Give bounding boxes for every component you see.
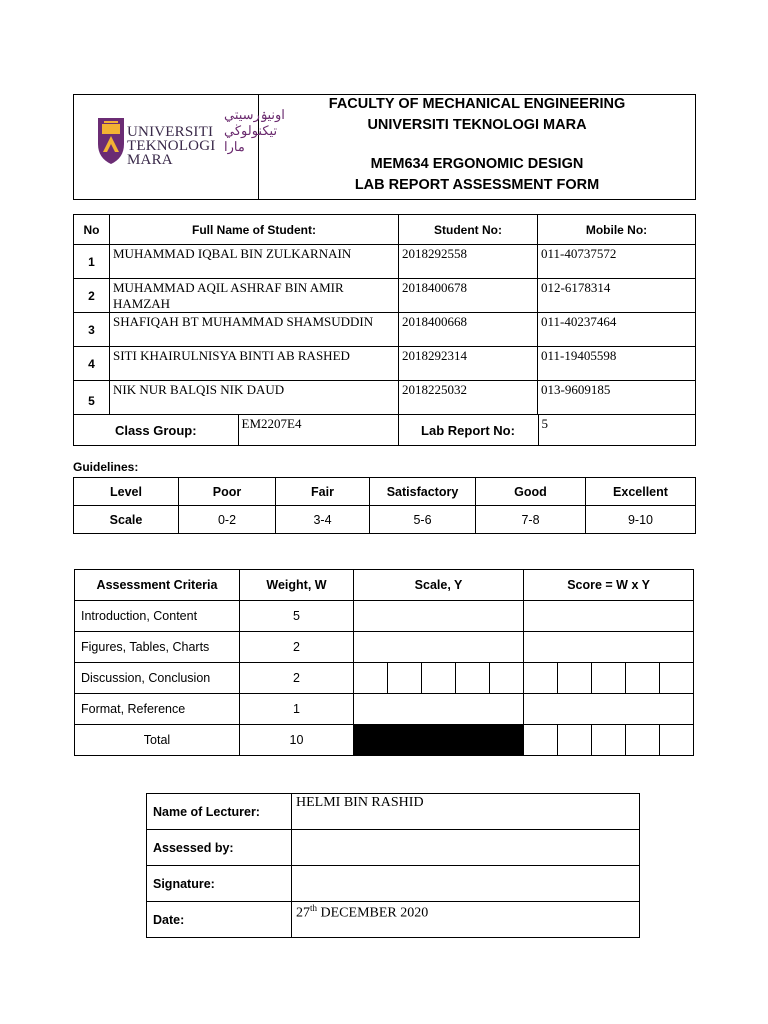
scale-cell[interactable]: [388, 663, 422, 694]
date-label: Date:: [147, 902, 292, 938]
mobile-number: 013-9609185: [538, 381, 696, 415]
header-scale: Scale, Y: [354, 570, 524, 601]
total-label: Total: [75, 725, 240, 756]
table-row: 3 SHAFIQAH BT MUHAMMAD SHAMSUDDIN 2018400668 011-40237464: [74, 313, 696, 347]
total-weight: 10: [240, 725, 354, 756]
class-group-value: EM2207E4: [238, 415, 398, 445]
student-number: 2018225032: [399, 381, 538, 415]
total-score-cell[interactable]: [626, 725, 660, 756]
header-score: Score = W x Y: [524, 570, 694, 601]
scale-satisfactory: 5-6: [370, 506, 476, 534]
student-number: 2018292558: [399, 245, 538, 279]
student-name: MUHAMMAD IQBAL BIN ZULKARNAIN: [110, 245, 399, 279]
level-fair: Fair: [276, 478, 370, 506]
weight-value: 2: [240, 663, 354, 694]
weight-value: 5: [240, 601, 354, 632]
header-no: No: [74, 215, 110, 245]
assessed-by-label: Assessed by:: [147, 830, 292, 866]
lecturer-name-label: Name of Lecturer:: [147, 794, 292, 830]
level-excellent: Excellent: [586, 478, 696, 506]
total-row: [75, 725, 694, 756]
date-value[interactable]: 27th DECEMBER 2020: [292, 902, 640, 938]
table-row: [75, 601, 694, 632]
student-number: 2018292314: [399, 347, 538, 381]
scale-good: 7-8: [476, 506, 586, 534]
title-cell: [259, 95, 696, 200]
student-number: 2018400678: [399, 279, 538, 313]
lab-report-value: 5: [541, 416, 548, 431]
header-weight: Weight, W: [240, 570, 354, 601]
scale-input[interactable]: [354, 694, 524, 725]
mobile-number: 011-40737572: [538, 245, 696, 279]
table-row: 4 SITI KHAIRULNISYA BINTI AB RASHED 2018292314 011-19405598: [74, 347, 696, 381]
guidelines-table: [73, 477, 696, 534]
criteria-label: Figures, Tables, Charts: [75, 632, 240, 663]
score-cell[interactable]: [626, 663, 660, 694]
assessed-by-field[interactable]: [292, 830, 640, 866]
table-row: [75, 663, 694, 694]
table-row: 1 MUHAMMAD IQBAL BIN ZULKARNAIN 2018292558 011-40737572: [74, 245, 696, 279]
scale-fair: 3-4: [276, 506, 370, 534]
weight-value: 1: [240, 694, 354, 725]
score-input[interactable]: [524, 632, 694, 663]
header-student-no: Student No:: [399, 215, 538, 245]
scale-cell[interactable]: [490, 663, 524, 694]
student-name: SHAFIQAH BT MUHAMMAD SHAMSUDDIN: [110, 313, 399, 347]
university-title: UNIVERSITI TEKNOLOGI MARA: [367, 117, 587, 133]
score-input[interactable]: [524, 601, 694, 632]
student-name: SITI KHAIRULNISYA BINTI AB RASHED: [110, 347, 399, 381]
score-cell[interactable]: [660, 663, 694, 694]
mobile-number: 011-40237464: [538, 313, 696, 347]
total-score-cell[interactable]: [592, 725, 626, 756]
logo-cell: [74, 95, 285, 200]
scale-input[interactable]: [354, 632, 524, 663]
faculty-title: FACULTY OF MECHANICAL ENGINEERING: [328, 96, 626, 112]
class-group-label: Class Group:: [74, 415, 238, 445]
level-satisfactory: Satisfactory: [370, 478, 476, 506]
score-cell[interactable]: [558, 663, 592, 694]
assessment-table: [74, 569, 694, 756]
scale-header: Scale: [74, 506, 179, 534]
form-title: LAB REPORT ASSESSMENT FORM: [354, 177, 600, 193]
table-row: [75, 632, 694, 663]
student-number: 2018400668: [399, 313, 538, 347]
total-score-cell[interactable]: [524, 725, 558, 756]
criteria-label: Discussion, Conclusion: [75, 663, 240, 694]
mobile-number: 012-6178314: [538, 279, 696, 313]
level-header: Level: [74, 478, 179, 506]
total-score-cell[interactable]: [660, 725, 694, 756]
total-score-cell[interactable]: [558, 725, 592, 756]
scale-cell[interactable]: [354, 663, 388, 694]
header-criteria: Assessment Criteria: [75, 570, 240, 601]
course-title: MEM634 ERGONOMIC DESIGN: [370, 156, 584, 172]
logo-wordmark: UNIVERSITI TEKNOLOGI MARA: [127, 123, 216, 168]
mobile-number: 011-19405598: [538, 347, 696, 381]
scale-input[interactable]: [354, 601, 524, 632]
table-row: 5 NIK NUR BALQIS NIK DAUD 2018225032 013-9609185: [74, 381, 696, 415]
scale-cell[interactable]: [422, 663, 456, 694]
lecturer-table: [146, 793, 640, 938]
student-name: MUHAMMAD AQIL ASHRAF BIN AMIR HAMZAH: [110, 279, 399, 313]
criteria-label: Introduction, Content: [75, 601, 240, 632]
signature-label: Signature:: [147, 866, 292, 902]
weight-value: 2: [240, 632, 354, 663]
score-input[interactable]: [524, 694, 694, 725]
criteria-label: Format, Reference: [75, 694, 240, 725]
lab-report-label: Lab Report No:: [398, 415, 538, 445]
level-good: Good: [476, 478, 586, 506]
level-poor: Poor: [179, 478, 276, 506]
logo-arabic-text: اونيۏرسيتي تيکنولوڬي مارا: [224, 106, 285, 154]
student-name: NIK NUR BALQIS NIK DAUD: [110, 381, 399, 415]
scale-poor: 0-2: [179, 506, 276, 534]
guidelines-label: Guidelines:: [73, 460, 139, 474]
scale-excellent: 9-10: [586, 506, 696, 534]
signature-field[interactable]: [292, 866, 640, 902]
score-cell[interactable]: [592, 663, 626, 694]
uitm-logo-icon: [96, 114, 126, 166]
header-table: [73, 94, 696, 200]
score-cell[interactable]: [524, 663, 558, 694]
header-mobile: Mobile No:: [538, 215, 696, 245]
lecturer-name-value[interactable]: HELMI BIN RASHID: [292, 794, 640, 830]
table-row: 2 MUHAMMAD AQIL ASHRAF BIN AMIR HAMZAH 2018400678 012-6178314: [74, 279, 696, 313]
header-name: Full Name of Student:: [110, 215, 399, 245]
blacked-out-cell: [354, 725, 524, 756]
table-row: [75, 694, 694, 725]
scale-cell[interactable]: [456, 663, 490, 694]
students-table: [73, 214, 696, 446]
